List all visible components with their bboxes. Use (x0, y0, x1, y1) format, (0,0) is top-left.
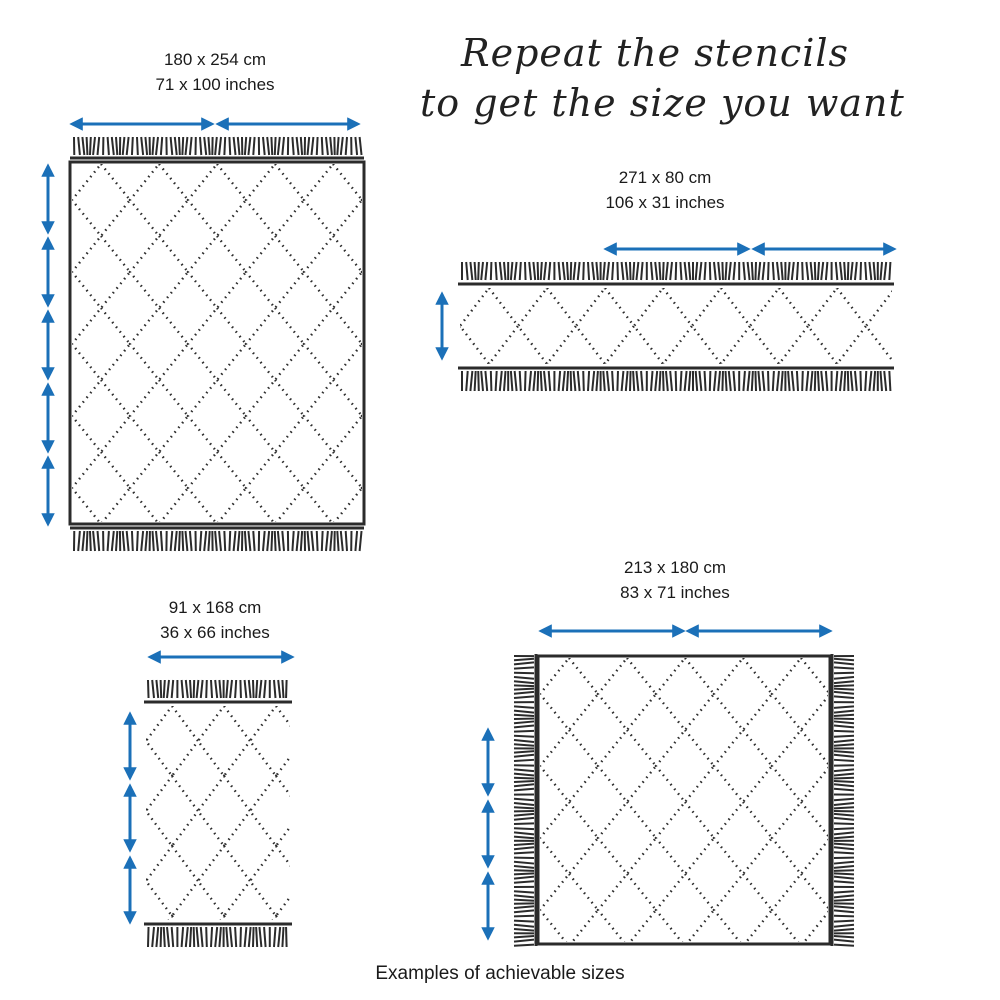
headline-line-1: Repeat the stencils (460, 31, 850, 75)
fringe (514, 656, 534, 946)
rug-large-size-cm: 180 x 254 cm (163, 50, 267, 69)
fringe (74, 137, 362, 155)
fringe (74, 531, 362, 551)
rug-runner (402, 212, 1000, 516)
rug-small (94, 636, 406, 1000)
fringe (462, 262, 890, 280)
fringe (462, 371, 890, 391)
diamond-pattern (402, 212, 1000, 516)
rug-square-size-in: 83 x 71 inches (620, 583, 730, 602)
fringe (834, 656, 854, 946)
rug-square (482, 586, 946, 1000)
rug-square-size-cm: 213 x 180 cm (623, 558, 727, 577)
rug-large-size-in: 71 x 100 inches (155, 75, 275, 94)
rug-body (538, 656, 830, 944)
fringe (148, 927, 287, 947)
rug-runner-size-in: 106 x 31 inches (605, 193, 725, 212)
rug-large (14, 92, 478, 668)
headline-line-2: to get the size you want (420, 81, 905, 125)
fringe (148, 680, 287, 698)
rug-small-size-cm: 91 x 168 cm (168, 598, 262, 617)
rug-runner-size-cm: 271 x 80 cm (618, 168, 712, 187)
caption: Examples of achievable sizes (375, 963, 625, 984)
rug-small-size-in: 36 x 66 inches (160, 623, 270, 642)
